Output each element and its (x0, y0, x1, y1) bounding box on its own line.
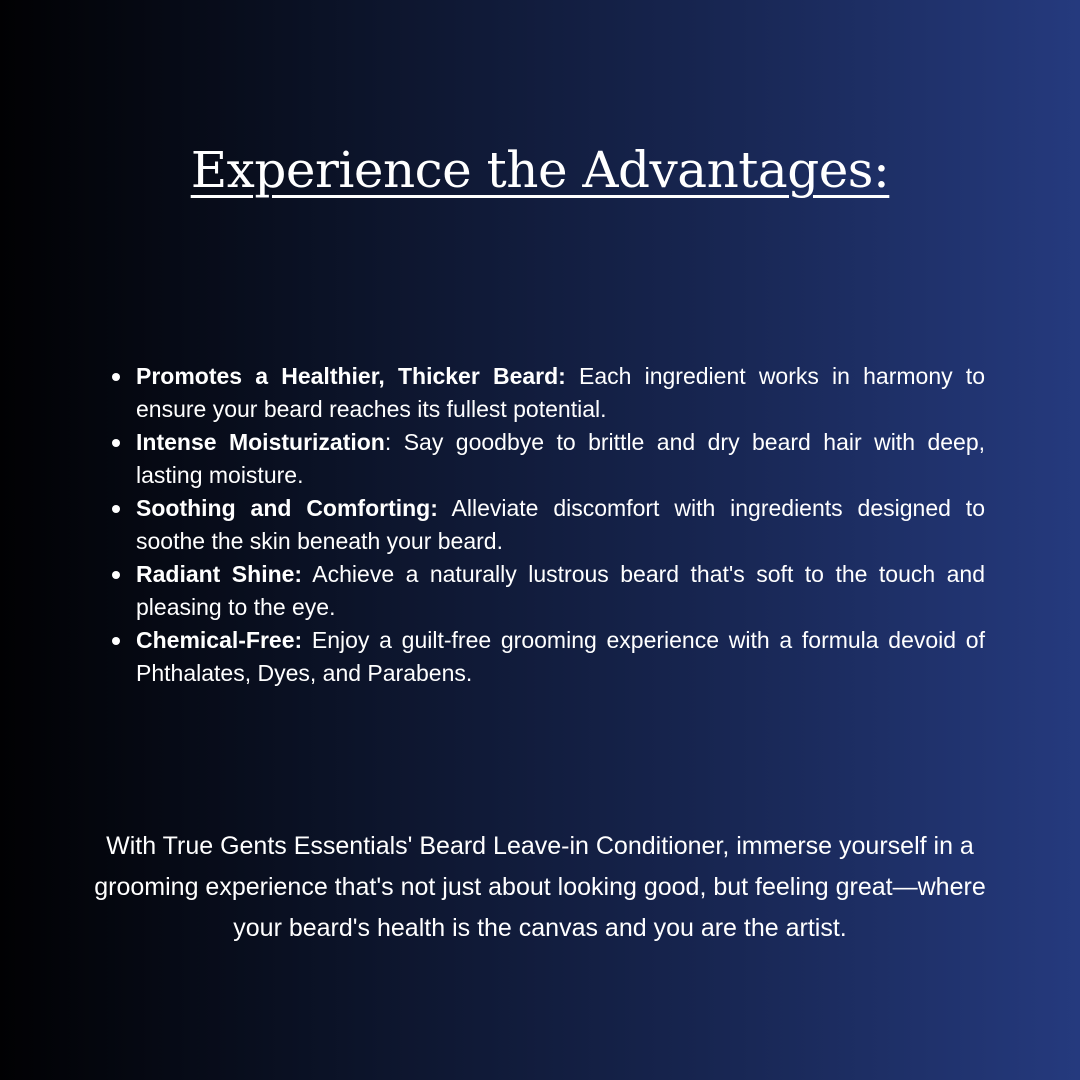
page-title-text: Experience the Advantages: (190, 141, 890, 199)
benefit-heading: Chemical-Free: (136, 627, 303, 653)
benefit-text: Enjoy a guilt-free grooming experience with a formula devoid of Phthalates, Dyes, and Parabens. (136, 627, 985, 686)
benefit-text: Achieve a naturally lustrous beard that's soft to the touch and pleasing to the eye. (136, 561, 985, 620)
closing-paragraph: With True Gents Essentials' Beard Leave-in Conditioner, immerse yourself in a grooming experience that's not just about looking good, but feeling great—where your beard's health is the canvas and you are the artist. (94, 832, 986, 942)
benefit-heading: Promotes a Healthier, Thicker Beard: (136, 363, 566, 389)
page-title (0, 138, 1080, 203)
benefit-heading: Soothing and Comforting: (136, 495, 438, 521)
benefit-text: : Say goodbye to brittle and dry beard hair with deep, lasting moisture. (136, 429, 985, 488)
benefit-item-soothing (136, 492, 985, 558)
benefit-heading: Radiant Shine: (136, 561, 303, 587)
benefit-item-chemical-free (136, 624, 985, 690)
benefit-text: Each ingredient works in harmony to ensure your beard reaches its fullest potential. (136, 363, 985, 422)
benefit-heading: Intense Moisturization (136, 429, 385, 455)
benefit-item-moisturization (136, 426, 985, 492)
benefits-list (136, 360, 985, 690)
benefit-text: Alleviate discomfort with ingredients designed to soothe the skin beneath your beard. (136, 495, 985, 554)
benefit-item-healthier-beard (136, 360, 985, 426)
benefit-item-radiant-shine (136, 558, 985, 624)
